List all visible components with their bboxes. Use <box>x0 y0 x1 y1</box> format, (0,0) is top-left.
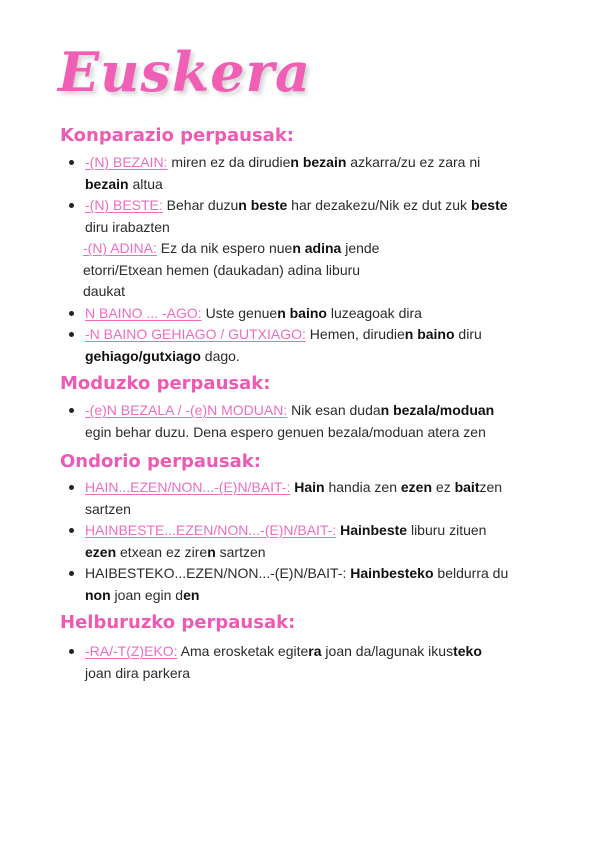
bold-text: en <box>183 586 200 603</box>
text: har dezakezu/Nik ez dut zuk <box>287 197 471 213</box>
bold-text: ra <box>308 643 322 659</box>
list-item-continuation <box>64 281 554 303</box>
list-item-continuation <box>64 663 554 685</box>
text: etxean ez zire <box>116 543 208 560</box>
list-item <box>64 195 554 217</box>
text: liburu zituen <box>407 522 487 538</box>
list-item <box>64 563 554 585</box>
list-item <box>64 303 554 325</box>
text: Uste genue <box>201 304 278 321</box>
bold-text: teko <box>453 643 482 659</box>
text: joan egin d <box>110 586 184 603</box>
list-item <box>64 324 554 346</box>
konparazio-list <box>64 152 554 367</box>
text: Ama erosketak egite <box>177 643 309 659</box>
text: handia zen <box>324 479 401 495</box>
rule-label: HAIBESTEKO...EZEN/NON...-(E)N/BAIT-: <box>85 565 347 581</box>
section-heading-konparazio: Konparazio perpausak: <box>60 125 294 146</box>
rule-link[interactable]: -(N) ADINA: <box>83 240 157 256</box>
bold-text: n bezala/moduan <box>380 402 495 418</box>
text: altua <box>128 175 163 192</box>
bold-text: n <box>207 543 216 560</box>
list-item-continuation <box>64 542 554 564</box>
bold-text: Hainbeste <box>340 522 408 538</box>
bold-text: non <box>85 586 111 603</box>
rule-link[interactable]: N BAINO ... -AGO: <box>85 304 202 321</box>
bold-text: n adina <box>292 240 342 256</box>
list-item-continuation <box>64 422 554 444</box>
rule-link[interactable]: HAINBESTE...EZEN/NON...-(E)N/BAIT-: <box>85 522 337 538</box>
text: Nik esan duda <box>287 402 381 418</box>
bold-text: n beste <box>238 197 288 213</box>
section-heading-helburuzko: Helburuzko perpausak: <box>60 612 296 633</box>
text: Behar duzu <box>162 197 239 213</box>
list-item <box>64 641 554 663</box>
text: Hemen, dirudie <box>305 326 405 342</box>
bold-text: Hainbesteko <box>350 565 434 581</box>
rule-link[interactable]: -(e)N BEZALA / -(e)N MODUAN: <box>85 402 288 418</box>
page-title: Euskera <box>58 40 312 104</box>
helburuzko-list <box>64 641 554 684</box>
text: joan dira parkera <box>85 664 191 681</box>
bold-text: ezen <box>85 543 117 560</box>
bold-text: bezain <box>85 175 129 192</box>
bold-text: ezen <box>400 479 433 495</box>
rule-link[interactable]: -N BAINO GEHIAGO / GUTXIAGO: <box>85 326 306 342</box>
section-heading-moduzko: Moduzko perpausak: <box>60 373 271 394</box>
rule-link[interactable]: HAIN...EZEN/NON...-(E)N/BAIT-: <box>85 479 291 495</box>
text: diru irabazten <box>85 218 170 235</box>
bold-text: beste <box>470 197 508 213</box>
text: beldurra du <box>433 565 509 581</box>
list-item-continuation <box>64 346 554 368</box>
bold-text: n bezain <box>290 154 347 170</box>
text: sartzen <box>215 543 266 560</box>
bold-text: bait <box>454 479 480 495</box>
text: zen <box>479 479 503 495</box>
text: sartzen <box>85 500 131 517</box>
bold-text: gehiago/gutxiago <box>85 347 201 364</box>
text: diru <box>454 326 482 342</box>
ondorio-list <box>64 477 554 606</box>
text: jende <box>341 240 380 256</box>
text: joan da/lagunak ikus <box>321 643 454 659</box>
list-item-continuation <box>64 260 554 282</box>
list-item <box>64 152 554 174</box>
rule-link[interactable]: -(N) BEZAIN: <box>85 154 168 170</box>
bold-text: n baino <box>277 304 327 321</box>
rule-link[interactable]: -(N) BESTE: <box>85 197 163 213</box>
text: azkarra/zu ez zara ni <box>346 154 481 170</box>
list-item <box>64 520 554 542</box>
text: dago. <box>200 347 240 364</box>
text: daukat <box>83 283 126 299</box>
moduzko-list <box>64 400 554 443</box>
list-item-continuation <box>64 499 554 521</box>
text: ez <box>432 479 455 495</box>
list-item-continuation <box>64 217 554 239</box>
text: etorri/Etxean hemen (daukadan) adina liburu <box>83 261 361 278</box>
text: egin behar duzu. Dena espero genuen bezala/moduan atera zen <box>85 423 486 440</box>
section-heading-ondorio: Ondorio perpausak: <box>60 451 261 472</box>
bold-text: n baino <box>404 326 455 342</box>
bold-text: Hain <box>294 479 325 495</box>
list-item <box>64 477 554 499</box>
list-item-continuation <box>64 585 554 607</box>
rule-link[interactable]: -RA/-T(Z)EKO: <box>85 643 178 659</box>
text: Ez da nik espero nue <box>156 240 293 256</box>
text: miren ez da dirudie <box>167 154 291 170</box>
list-item-continuation <box>64 174 554 196</box>
text: luzeagoak dira <box>326 304 422 321</box>
list-item <box>64 238 554 260</box>
list-item <box>64 400 554 422</box>
